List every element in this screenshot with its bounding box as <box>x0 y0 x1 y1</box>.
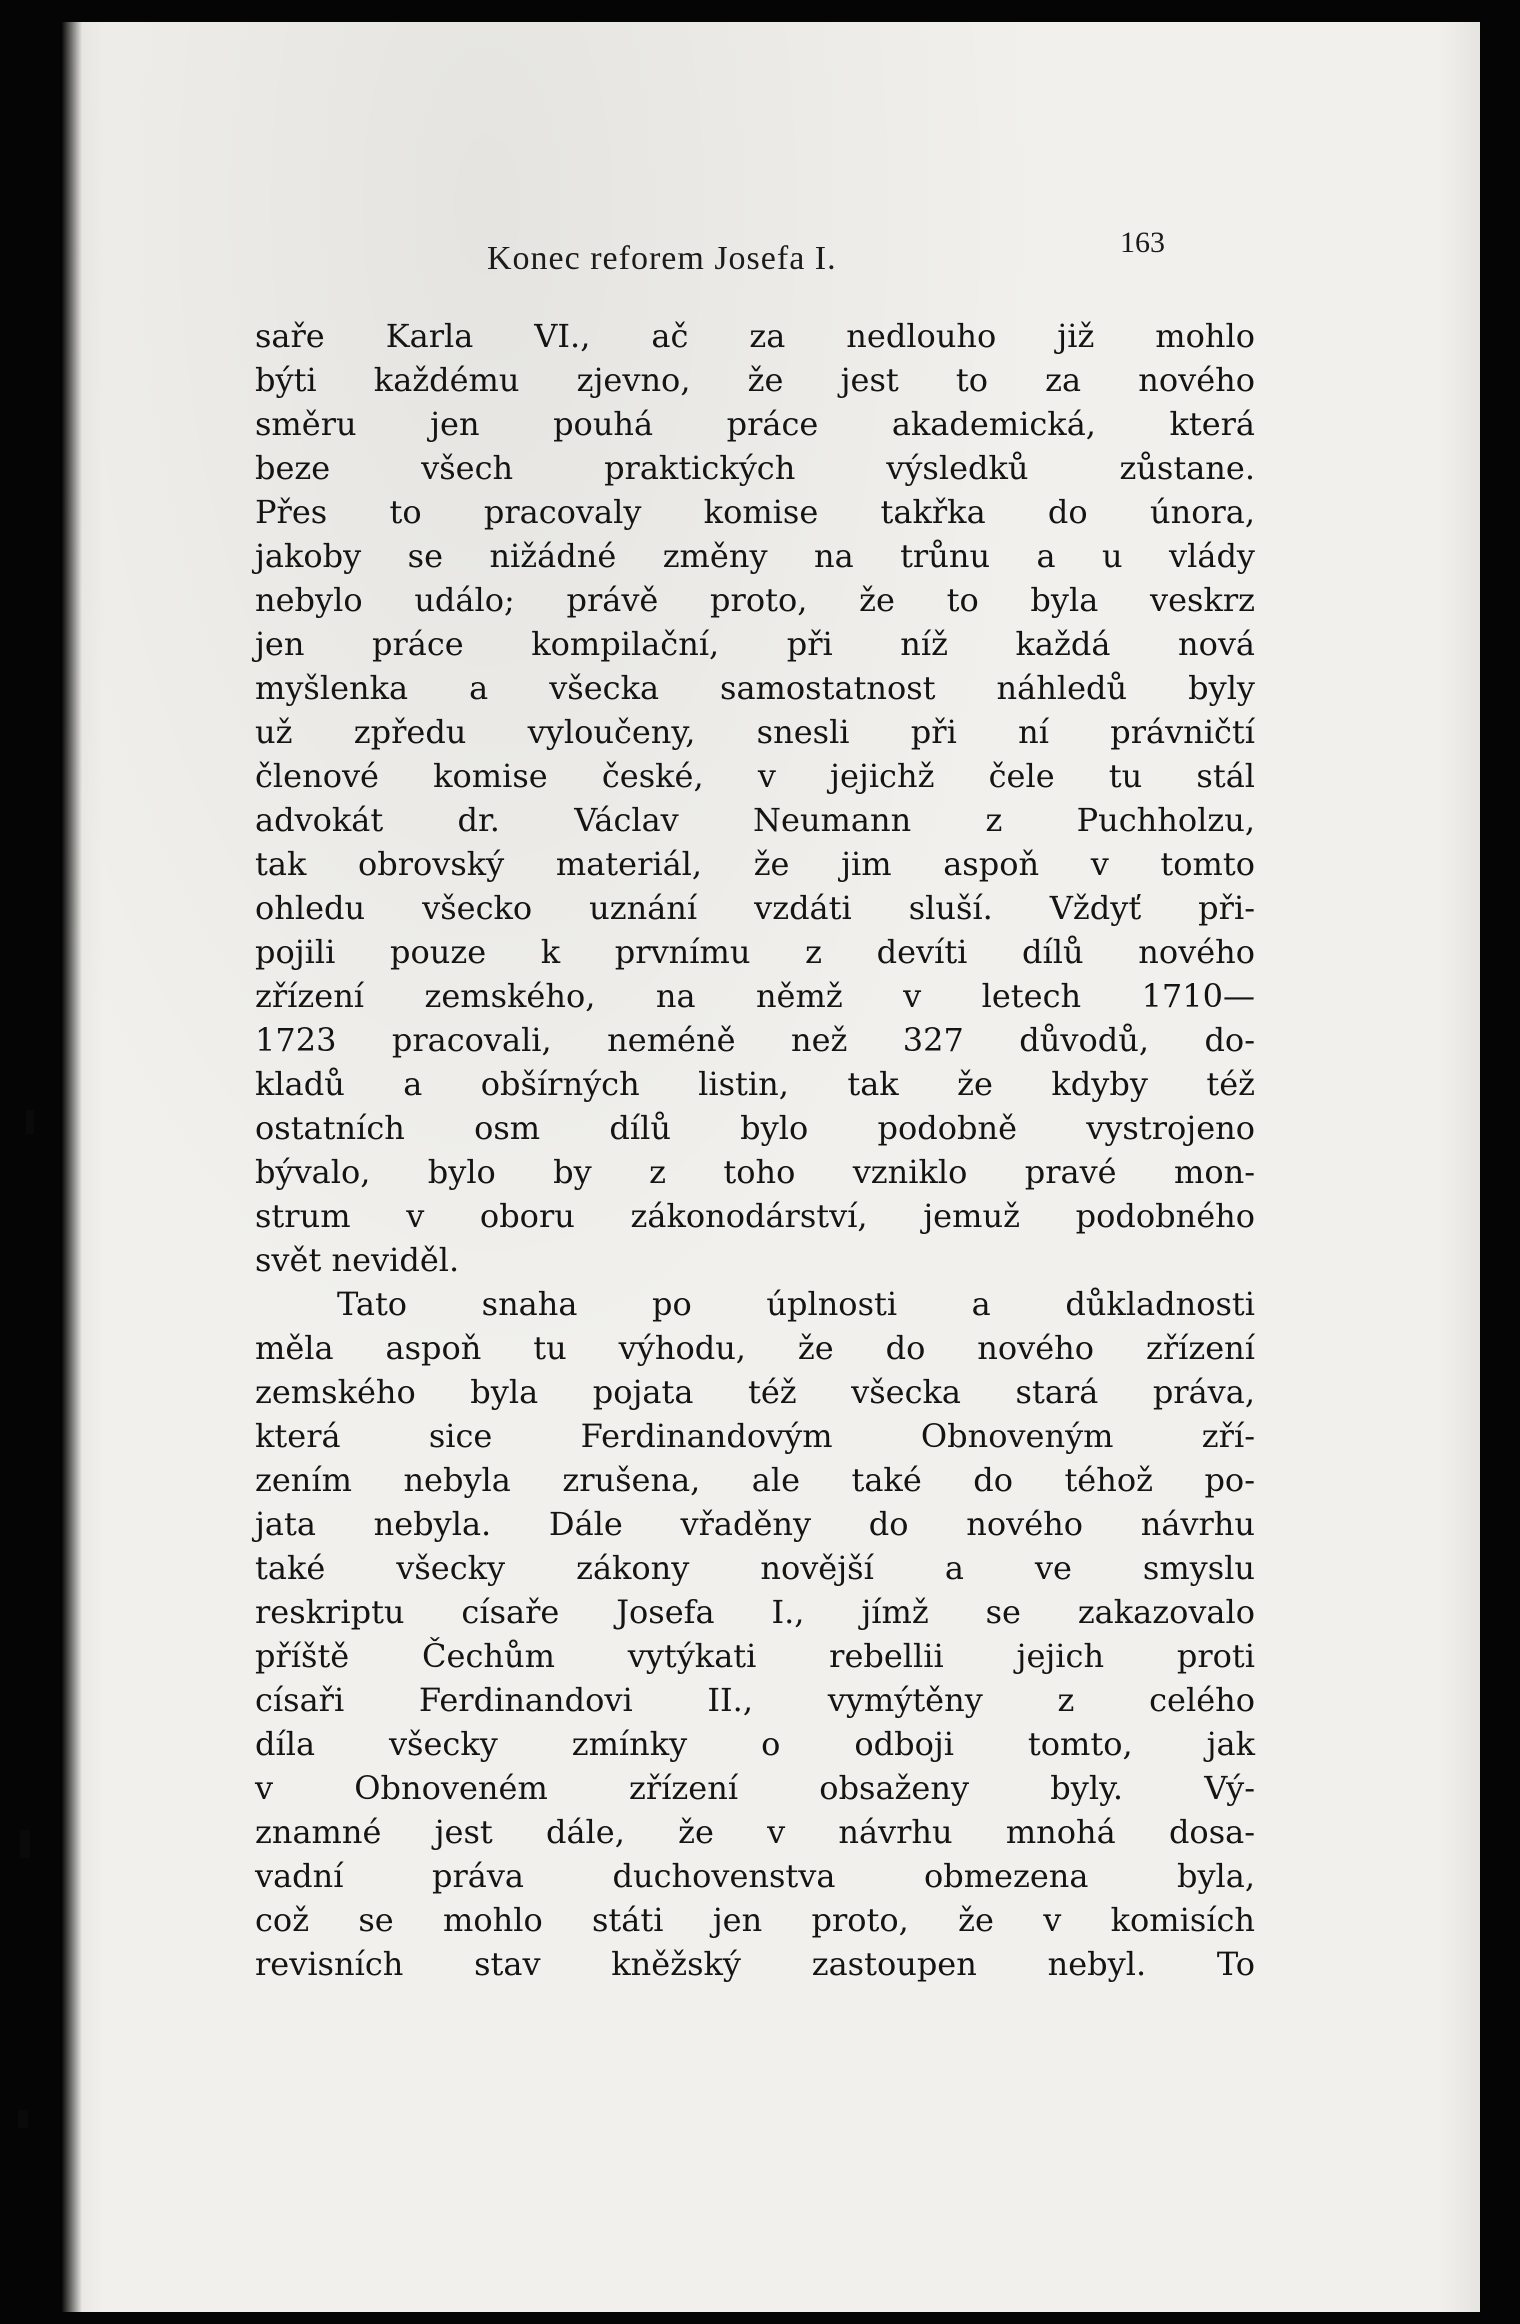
page-header <box>62 226 1480 280</box>
text-line: jata nebyla. Dále vřaděny do nového návrhu <box>255 1505 1255 1543</box>
text-line: kladů a obšírných listin, tak že kdyby též <box>255 1065 1255 1103</box>
text-line: býti každému zjevno, že jest to za nového <box>255 361 1255 399</box>
text-line: revisních stav kněžský zastoupen nebyl. To <box>255 1945 1255 1983</box>
text-line: díla všecky zmínky o odboji tomto, jak <box>255 1725 1255 1763</box>
text-line: vadní práva duchovenstva obmezena byla, <box>255 1857 1255 1895</box>
text-line: saře Karla VI., ač za nedlouho již mohlo <box>255 317 1255 355</box>
text-line: ohledu všecko uznání vzdáti sluší. Vždyť při- <box>255 889 1255 927</box>
running-title: Konec reforem Josefa I. <box>487 240 837 277</box>
scan-edge-mark <box>18 2110 28 2128</box>
text-line: Přes to pracovaly komise takřka do února, <box>255 493 1255 531</box>
text-line: což se mohlo státi jen proto, že v komisích <box>255 1901 1255 1939</box>
text-line: strum v oboru zákonodárství, jemuž podobného <box>255 1197 1255 1235</box>
text-line: která sice Ferdinandovým Obnoveným zří- <box>255 1417 1255 1455</box>
page-number: 163 <box>1120 226 1165 259</box>
text-line: beze všech praktických výsledků zůstane. <box>255 449 1255 487</box>
text-line: tak obrovský materiál, že jim aspoň v tomto <box>255 845 1255 883</box>
text-line: zením nebyla zrušena, ale také do téhož po- <box>255 1461 1255 1499</box>
text-line: příště Čechům vytýkati rebellii jejich proti <box>255 1637 1255 1675</box>
text-line: pojili pouze k prvnímu z devíti dílů nového <box>255 933 1255 971</box>
text-line: advokát dr. Václav Neumann z Puchholzu, <box>255 801 1255 839</box>
scan-edge-mark <box>20 1830 30 1858</box>
gutter-shadow <box>62 22 82 2312</box>
scan-edge-mark <box>26 1110 34 1134</box>
text-line: bývalo, bylo by z toho vzniklo pravé mon- <box>255 1153 1255 1191</box>
book-page <box>62 22 1480 2312</box>
text-line: jakoby se nižádné změny na trůnu a u vlády <box>255 537 1255 575</box>
text-line: císaři Ferdinandovi II., vymýtěny z celého <box>255 1681 1255 1719</box>
text-line: 1723 pracovali, neméně než 327 důvodů, do- <box>255 1021 1255 1059</box>
text-line: členové komise české, v jejichž čele tu stál <box>255 757 1255 795</box>
text-line: měla aspoň tu výhodu, že do nového zřízení <box>255 1329 1255 1367</box>
text-line: nebylo událo; právě proto, že to byla veskrz <box>255 581 1255 619</box>
text-line: v Obnoveném zřízení obsaženy byly. Vý- <box>255 1769 1255 1807</box>
text-line: reskriptu císaře Josefa I., jímž se zakazovalo <box>255 1593 1255 1631</box>
text-line: také všecky zákony novější a ve smyslu <box>255 1549 1255 1587</box>
text-line: svět neviděl. <box>255 1241 460 1279</box>
text-line: zemského byla pojata též všecka stará práva, <box>255 1373 1255 1411</box>
text-line: jen práce kompilační, při níž každá nová <box>255 625 1255 663</box>
text-line: ostatních osm dílů bylo podobně vystrojeno <box>255 1109 1255 1147</box>
body-text <box>255 314 1255 1986</box>
text-line: Tato snaha po úplnosti a důkladnosti <box>337 1285 1255 1323</box>
text-line: směru jen pouhá práce akademická, která <box>255 405 1255 443</box>
text-line: zřízení zemského, na němž v letech 1710— <box>255 977 1255 1015</box>
text-line: znamné jest dále, že v návrhu mnohá dosa- <box>255 1813 1255 1851</box>
text-line: už zpředu vyloučeny, snesli při ní právničtí <box>255 713 1255 751</box>
text-line: myšlenka a všecka samostatnost náhledů byly <box>255 669 1255 707</box>
